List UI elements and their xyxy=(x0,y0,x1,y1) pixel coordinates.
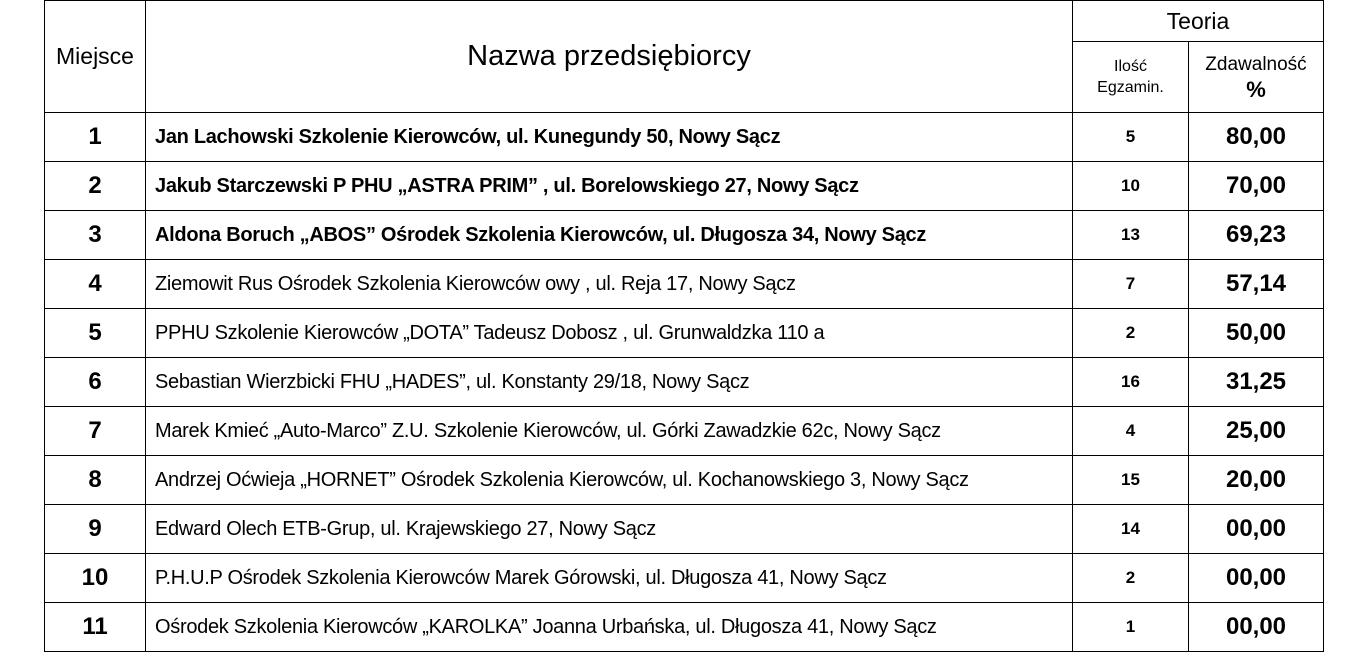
row-company-name: Marek Kmieć „Auto-Marco” Z.U. Szkolenie Kierowców, ul. Górki Zawadzkie 62c, Nowy Sącz xyxy=(146,407,1073,456)
row-company-name: Jan Lachowski Szkolenie Kierowców, ul. Kunegundy 50, Nowy Sącz xyxy=(146,113,1073,162)
row-place: 3 xyxy=(45,211,146,260)
row-pass-rate: 70,00 xyxy=(1189,162,1324,211)
table-row xyxy=(45,456,1324,505)
table-row xyxy=(45,358,1324,407)
row-pass-rate: 00,00 xyxy=(1189,554,1324,603)
row-company-name: Ziemowit Rus Ośrodek Szkolenia Kierowców owy , ul. Reja 17, Nowy Sącz xyxy=(146,260,1073,309)
row-place: 8 xyxy=(45,456,146,505)
row-place: 5 xyxy=(45,309,146,358)
row-place: 2 xyxy=(45,162,146,211)
table-row xyxy=(45,260,1324,309)
table-row xyxy=(45,211,1324,260)
row-pass-rate: 00,00 xyxy=(1189,603,1324,652)
header-exam-count xyxy=(1073,42,1189,113)
row-place: 6 xyxy=(45,358,146,407)
table-header xyxy=(45,1,1324,113)
row-company-name: Jakub Starczewski P PHU „ASTRA PRIM” , ul. Borelowskiego 27, Nowy Sącz xyxy=(146,162,1073,211)
row-place: 10 xyxy=(45,554,146,603)
table-row xyxy=(45,162,1324,211)
row-exam-count: 16 xyxy=(1073,358,1189,407)
row-exam-count: 2 xyxy=(1073,309,1189,358)
table-row xyxy=(45,407,1324,456)
header-place: Miejsce xyxy=(45,1,146,113)
row-pass-rate: 57,14 xyxy=(1189,260,1324,309)
table-row xyxy=(45,309,1324,358)
row-exam-count: 7 xyxy=(1073,260,1189,309)
row-pass-rate: 80,00 xyxy=(1189,113,1324,162)
row-place: 9 xyxy=(45,505,146,554)
row-pass-rate: 50,00 xyxy=(1189,309,1324,358)
header-theory: Teoria xyxy=(1073,1,1324,42)
table-body xyxy=(45,113,1324,652)
row-company-name: Aldona Boruch „ABOS” Ośrodek Szkolenia Kierowców, ul. Długosza 34, Nowy Sącz xyxy=(146,211,1073,260)
header-pass-rate xyxy=(1189,42,1324,113)
row-company-name: Andrzej Oćwieja „HORNET” Ośrodek Szkolenia Kierowców, ul. Kochanowskiego 3, Nowy Sącz xyxy=(146,456,1073,505)
row-pass-rate: 69,23 xyxy=(1189,211,1324,260)
row-company-name: Ośrodek Szkolenia Kierowców „KAROLKA” Joanna Urbańska, ul. Długosza 41, Nowy Sącz xyxy=(146,603,1073,652)
row-company-name: Edward Olech ETB-Grup, ul. Krajewskiego 27, Nowy Sącz xyxy=(146,505,1073,554)
table-row xyxy=(45,554,1324,603)
row-exam-count: 1 xyxy=(1073,603,1189,652)
ranking-table xyxy=(44,0,1324,652)
row-place: 1 xyxy=(45,113,146,162)
table-row xyxy=(45,603,1324,652)
row-exam-count: 5 xyxy=(1073,113,1189,162)
row-pass-rate: 31,25 xyxy=(1189,358,1324,407)
row-company-name: PPHU Szkolenie Kierowców „DOTA” Tadeusz Dobosz , ul. Grunwaldzka 110 a xyxy=(146,309,1073,358)
row-place: 7 xyxy=(45,407,146,456)
row-pass-rate: 25,00 xyxy=(1189,407,1324,456)
header-exam-count-line1: Ilość xyxy=(1114,58,1147,75)
row-pass-rate: 00,00 xyxy=(1189,505,1324,554)
row-exam-count: 13 xyxy=(1073,211,1189,260)
table-row xyxy=(45,505,1324,554)
row-pass-rate: 20,00 xyxy=(1189,456,1324,505)
row-company-name: P.H.U.P Ośrodek Szkolenia Kierowców Marek Górowski, ul. Długosza 41, Nowy Sącz xyxy=(146,554,1073,603)
row-exam-count: 14 xyxy=(1073,505,1189,554)
row-company-name: Sebastian Wierzbicki FHU „HADES”, ul. Konstanty 29/18, Nowy Sącz xyxy=(146,358,1073,407)
table-row xyxy=(45,113,1324,162)
row-exam-count: 4 xyxy=(1073,407,1189,456)
header-pass-rate-label: Zdawalność xyxy=(1205,54,1307,75)
header-exam-count-line2: Egzamin. xyxy=(1097,79,1164,96)
header-pass-rate-unit: % xyxy=(1246,77,1266,102)
row-exam-count: 2 xyxy=(1073,554,1189,603)
header-company-name: Nazwa przedsiębiorcy xyxy=(146,1,1073,113)
row-place: 11 xyxy=(45,603,146,652)
row-place: 4 xyxy=(45,260,146,309)
row-exam-count: 10 xyxy=(1073,162,1189,211)
row-exam-count: 15 xyxy=(1073,456,1189,505)
